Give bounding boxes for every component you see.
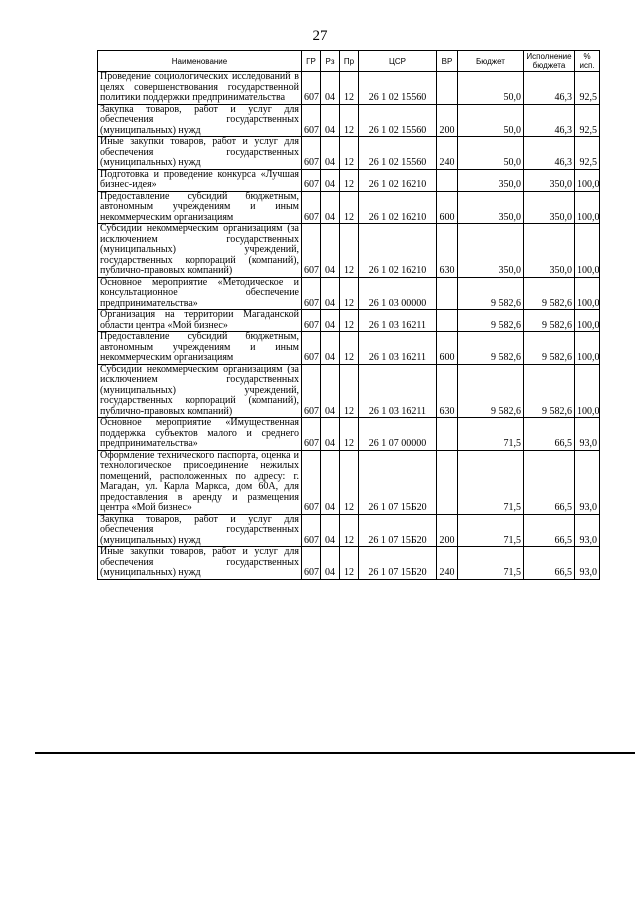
cell-budget: 71,5 (458, 514, 524, 547)
cell-pr: 12 (340, 450, 359, 514)
cell-percent: 92,5 (575, 104, 600, 137)
table-row (98, 277, 600, 310)
table-header-row (98, 51, 600, 72)
cell-name: Основное мероприятие «Имущественная поддержка субъектов малого и среднего предпринимательства» (98, 418, 302, 451)
cell-rz: 04 (321, 191, 340, 224)
cell-percent: 100,0 (575, 169, 600, 191)
cell-vr: 200 (437, 104, 458, 137)
budget-table (97, 50, 600, 580)
cell-execution: 46,3 (524, 72, 575, 105)
cell-rz: 04 (321, 169, 340, 191)
cell-rz: 04 (321, 137, 340, 170)
cell-gr: 607 (302, 310, 321, 332)
cell-rz: 04 (321, 418, 340, 451)
cell-percent: 100,0 (575, 277, 600, 310)
cell-csr: 26 1 02 15560 (359, 72, 437, 105)
cell-vr: 630 (437, 364, 458, 418)
cell-csr: 26 1 07 00000 (359, 418, 437, 451)
cell-name: Организация на территории Магаданской области центра «Мой бизнес» (98, 310, 302, 332)
cell-budget: 350,0 (458, 224, 524, 278)
cell-gr: 607 (302, 332, 321, 365)
cell-pr: 12 (340, 547, 359, 580)
table-row (98, 224, 600, 278)
cell-csr: 26 1 03 16211 (359, 364, 437, 418)
page-number: 27 (312, 28, 328, 44)
cell-vr (437, 310, 458, 332)
cell-name: Предоставление субсидий бюджетным, автономным учреждениям и иным некоммерческим организациям (98, 191, 302, 224)
cell-budget: 350,0 (458, 191, 524, 224)
cell-execution: 66,5 (524, 547, 575, 580)
cell-vr: 630 (437, 224, 458, 278)
cell-gr: 607 (302, 104, 321, 137)
cell-percent: 93,0 (575, 450, 600, 514)
table-row (98, 191, 600, 224)
cell-rz: 04 (321, 277, 340, 310)
table-row (98, 72, 600, 105)
cell-gr: 607 (302, 191, 321, 224)
cell-gr: 607 (302, 224, 321, 278)
cell-csr: 26 1 02 16210 (359, 191, 437, 224)
cell-name: Закупка товаров, работ и услуг для обеспечения государственных (муниципальных) нужд (98, 514, 302, 547)
cell-budget: 9 582,6 (458, 364, 524, 418)
cell-gr: 607 (302, 137, 321, 170)
cell-csr: 26 1 02 16210 (359, 224, 437, 278)
cell-execution: 66,5 (524, 514, 575, 547)
header-budget: Бюджет (458, 51, 524, 72)
cell-csr: 26 1 03 16211 (359, 332, 437, 365)
cell-rz: 04 (321, 224, 340, 278)
cell-pr: 12 (340, 364, 359, 418)
table-row (98, 310, 600, 332)
cell-name: Основное мероприятие «Методическое и консультационное обеспечение предпринимательства» (98, 277, 302, 310)
cell-execution: 350,0 (524, 224, 575, 278)
header-rz: Рз (321, 51, 340, 72)
table-row (98, 332, 600, 365)
cell-gr: 607 (302, 547, 321, 580)
cell-rz: 04 (321, 72, 340, 105)
cell-percent: 100,0 (575, 191, 600, 224)
cell-execution: 46,3 (524, 137, 575, 170)
cell-execution: 9 582,6 (524, 364, 575, 418)
header-csr: ЦСР (359, 51, 437, 72)
cell-name: Проведение социологических исследований в целях совершенствования государственной политики поддержки предпринимательства (98, 72, 302, 105)
cell-gr: 607 (302, 277, 321, 310)
cell-pr: 12 (340, 418, 359, 451)
cell-vr (437, 277, 458, 310)
cell-percent: 93,0 (575, 547, 600, 580)
cell-csr: 26 1 02 15560 (359, 137, 437, 170)
cell-percent: 100,0 (575, 224, 600, 278)
cell-budget: 50,0 (458, 137, 524, 170)
cell-csr: 26 1 07 15Б20 (359, 514, 437, 547)
cell-execution: 9 582,6 (524, 310, 575, 332)
cell-csr: 26 1 02 16210 (359, 169, 437, 191)
cell-vr (437, 169, 458, 191)
cell-budget: 71,5 (458, 450, 524, 514)
cell-csr: 26 1 07 15Б20 (359, 547, 437, 580)
cell-pr: 12 (340, 169, 359, 191)
cell-budget: 9 582,6 (458, 277, 524, 310)
header-gr: ГР (302, 51, 321, 72)
cell-name: Субсидии некоммерческим организациям (за исключением государственных (муниципальных) учреждений, государственных корпораций (компаний), публично-правовых компаний) (98, 364, 302, 418)
cell-percent: 92,5 (575, 72, 600, 105)
cell-pr: 12 (340, 137, 359, 170)
cell-pr: 12 (340, 72, 359, 105)
table-row (98, 514, 600, 547)
cell-budget: 71,5 (458, 418, 524, 451)
cell-gr: 607 (302, 514, 321, 547)
table-row (98, 104, 600, 137)
cell-pr: 12 (340, 514, 359, 547)
cell-rz: 04 (321, 450, 340, 514)
cell-name: Субсидии некоммерческим организациям (за исключением государственных (муниципальных) учреждений, государственных корпораций (компаний), публично-правовых компаний) (98, 224, 302, 278)
cell-gr: 607 (302, 450, 321, 514)
cell-vr: 200 (437, 514, 458, 547)
cell-pr: 12 (340, 332, 359, 365)
cell-vr: 600 (437, 191, 458, 224)
cell-name: Закупка товаров, работ и услуг для обеспечения государственных (муниципальных) нужд (98, 104, 302, 137)
cell-rz: 04 (321, 310, 340, 332)
cell-csr: 26 1 03 16211 (359, 310, 437, 332)
cell-csr: 26 1 07 15Б20 (359, 450, 437, 514)
cell-vr: 240 (437, 137, 458, 170)
cell-vr (437, 72, 458, 105)
cell-percent: 100,0 (575, 310, 600, 332)
cell-rz: 04 (321, 104, 340, 137)
cell-percent: 93,0 (575, 418, 600, 451)
cell-execution: 350,0 (524, 169, 575, 191)
table-row (98, 169, 600, 191)
cell-name: Предоставление субсидий бюджетным, автономным учреждениям и иным некоммерческим организациям (98, 332, 302, 365)
table-row (98, 364, 600, 418)
cell-budget: 350,0 (458, 169, 524, 191)
cell-rz: 04 (321, 364, 340, 418)
cell-name: Подготовка и проведение конкурса «Лучшая бизнес-идея» (98, 169, 302, 191)
header-pr: Пр (340, 51, 359, 72)
header-execution: Исполнение бюджета (524, 51, 575, 72)
cell-name: Оформление технического паспорта, оценка и технологическое присоединение нежилых помещений, расположенных по адресу: г. Магадан, ул. Карла Маркса, дом 60А, для предоставления в аренду и размещения центра «Мой бизнес» (98, 450, 302, 514)
cell-budget: 50,0 (458, 72, 524, 105)
table-row (98, 547, 600, 580)
cell-pr: 12 (340, 277, 359, 310)
cell-percent: 100,0 (575, 332, 600, 365)
bottom-divider (35, 752, 635, 754)
cell-execution: 66,5 (524, 450, 575, 514)
cell-gr: 607 (302, 364, 321, 418)
cell-name: Иные закупки товаров, работ и услуг для обеспечения государственных (муниципальных) нужд (98, 547, 302, 580)
cell-vr: 600 (437, 332, 458, 365)
cell-csr: 26 1 03 00000 (359, 277, 437, 310)
cell-pr: 12 (340, 310, 359, 332)
cell-budget: 9 582,6 (458, 310, 524, 332)
cell-vr: 240 (437, 547, 458, 580)
cell-vr (437, 450, 458, 514)
cell-execution: 9 582,6 (524, 277, 575, 310)
cell-pr: 12 (340, 104, 359, 137)
cell-budget: 50,0 (458, 104, 524, 137)
table-row (98, 418, 600, 451)
cell-execution: 350,0 (524, 191, 575, 224)
cell-percent: 100,0 (575, 364, 600, 418)
header-percent: % исп. (575, 51, 600, 72)
cell-execution: 66,5 (524, 418, 575, 451)
cell-csr: 26 1 02 15560 (359, 104, 437, 137)
cell-gr: 607 (302, 169, 321, 191)
cell-name: Иные закупки товаров, работ и услуг для обеспечения государственных (муниципальных) нужд (98, 137, 302, 170)
cell-pr: 12 (340, 224, 359, 278)
table-row (98, 137, 600, 170)
cell-rz: 04 (321, 547, 340, 580)
cell-rz: 04 (321, 332, 340, 365)
cell-gr: 607 (302, 418, 321, 451)
header-vr: ВР (437, 51, 458, 72)
cell-percent: 93,0 (575, 514, 600, 547)
cell-execution: 46,3 (524, 104, 575, 137)
cell-execution: 9 582,6 (524, 332, 575, 365)
cell-percent: 92,5 (575, 137, 600, 170)
cell-budget: 71,5 (458, 547, 524, 580)
header-name: Наименование (98, 51, 302, 72)
table-body (98, 72, 600, 580)
table-row (98, 450, 600, 514)
cell-vr (437, 418, 458, 451)
cell-rz: 04 (321, 514, 340, 547)
cell-gr: 607 (302, 72, 321, 105)
cell-budget: 9 582,6 (458, 332, 524, 365)
cell-pr: 12 (340, 191, 359, 224)
